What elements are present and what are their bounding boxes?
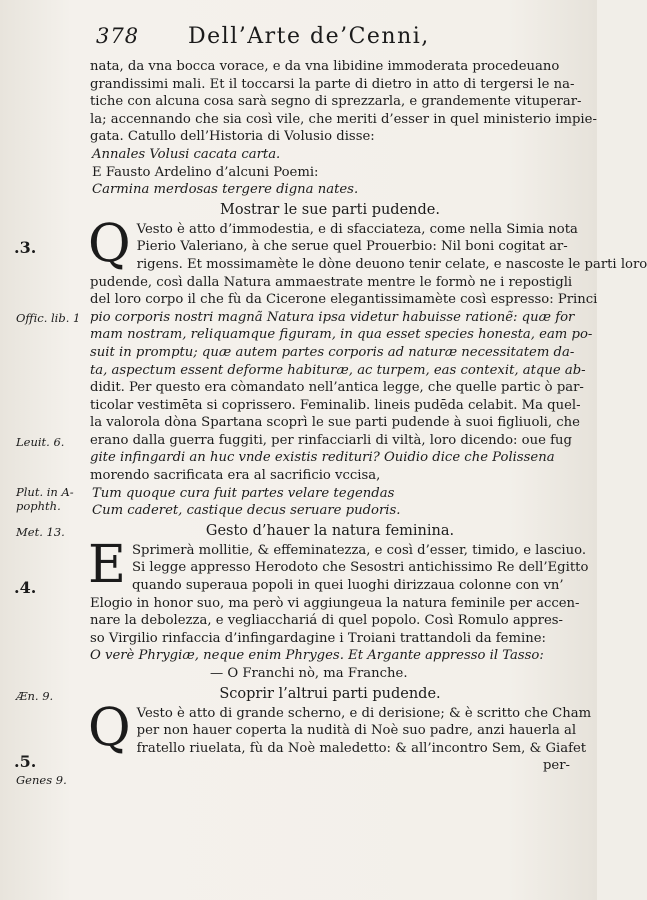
body-text	[88, 58, 647, 775]
margin-note-met: Met. 13.	[16, 525, 65, 539]
text-line: Sprimerà mollitie, & effeminatezza, e così d’esser, timido, e lasciuo.	[131, 542, 587, 558]
text-line: Elogio in honor suo, ma però vi aggiungeua la natura feminile per accen-	[90, 595, 580, 611]
section-title-5: Scoprir l’altrui parti pudende.	[219, 685, 441, 702]
text-line: ta, aspectum essent deforme habituræ, ac turpem, eas contexit, atque ab-	[90, 362, 586, 378]
text-line: O verè Phrygiæ, neque enim Phryges. Et Argante appresso il Tasso:	[90, 648, 544, 664]
margin-note-leuit: Leuit. 6.	[16, 435, 65, 449]
text-line: del loro corpo il che fù da Cicerone elegantissimamète così espresso: Princi	[90, 292, 598, 308]
dropcap: Q	[88, 697, 131, 758]
text-line: — O Franchi nò, ma Franche.	[210, 666, 408, 681]
running-title: Dell’Arte de’Cenni,	[188, 24, 430, 49]
section-title-4: Gesto d’hauer la natura feminina.	[205, 522, 455, 539]
text-line: nata, da vna bocca vorace, e da vna libidine immoderata procedeuano	[90, 59, 560, 74]
text-line: Pierio Valeriano, à che serue quel Prouerbio: Nil boni cogitat ar-	[136, 239, 568, 255]
text-line: per non hauer coperta la nudità di Noè suo padre, anzi hauerla al	[136, 723, 577, 739]
verse-block-1	[90, 146, 570, 199]
text-line: Si legge appresso Herodoto che Sesostri antichissimo Re dell’Egitto	[131, 560, 589, 576]
dropcap: E	[88, 534, 126, 595]
text-line: Vesto è atto di grande scherno, e di derisione; & è scritto che Cham	[136, 705, 592, 721]
text-line: nare la debolezza, e vegliacchariá di quel popolo. Così Romulo appres-	[90, 613, 563, 629]
section-3-paragraph	[88, 213, 647, 485]
catchword: per-	[542, 758, 570, 774]
text-line: pio corporis nostri magnã Natura ipsa videtur habuisse rationẽ: quæ for	[90, 309, 575, 325]
page-number: 378	[96, 24, 140, 48]
text-line: morendo sacrificata era al sacrificio vccisa,	[90, 468, 381, 484]
margin-note-genes: Genes 9.	[16, 773, 67, 787]
text-line: quando superaua popoli in quei luoghi dirizzaua colonne con vn’	[131, 578, 564, 594]
verse-line: Annales Volusi cacata carta.	[92, 146, 281, 162]
text-line: Vesto è atto d’immodestia, e di sfacciateza, come nella Simia nota	[136, 221, 578, 237]
verse-line: Cum caderet, castique decus seruare pudoris.	[92, 503, 401, 519]
verse-line: Tum quoque cura fuit partes velare tegendas	[92, 485, 395, 501]
text-line: mam nostram, reliquamque figuram, in qua esset species honesta, eam po-	[90, 327, 593, 343]
page-header	[96, 24, 573, 54]
section-title-3: Mostrar le sue parti pudende.	[220, 201, 440, 218]
text-line: la valorola dòna Spartana scoprì le sue parti pudende à suoi figliuoli, che	[90, 415, 580, 431]
margin-note-plut-2: pophth.	[16, 499, 61, 513]
text-line: ticolar vestimēta si coprissero. Feminalib. lineis pudēda celabit. Ma quel-	[90, 397, 581, 413]
text-line: gata. Catullo dell’Historia di Volusio disse:	[90, 129, 375, 145]
text-line: pudende, così dalla Natura ammaestrate mentre le formò ne i repostigli	[90, 274, 573, 290]
text-line: tiche con alcuna cosa sarà segno di sprezzarla, e grandemente vituperar-	[90, 94, 582, 110]
text-line: rigens. Et mossimamète le dòne deuono tenir celate, e nascoste le parti loro	[136, 256, 647, 272]
text-line: didit. Per questo era còmandato nell’antica legge, che quelle partic ò par-	[90, 380, 584, 396]
text-line: so Virgilio rinfaccia d’infingardagine i Troiani trattandoli da femine:	[90, 630, 546, 646]
section-number-3: .3.	[14, 238, 37, 257]
section-4-paragraph	[88, 534, 589, 683]
section-5-paragraph	[88, 697, 592, 775]
verse-line: E Fausto Ardelino d’alcuni Poemi:	[92, 164, 319, 180]
dropcap: Q	[88, 213, 131, 274]
verse-line: Carmina merdosas tergere digna nates.	[92, 182, 359, 198]
margin-note-plut-1: Plut. in A-	[16, 485, 74, 499]
text-line: suit in promptu; quæ autem partes corporis ad naturæ necessitatem da-	[90, 344, 575, 360]
intro-paragraph	[90, 58, 597, 146]
text-line: gite infingardi an huc vnde existis redituri? Ouidio dice che Polissena	[90, 450, 555, 466]
verse-block-2	[90, 485, 570, 520]
text-line: erano dalla guerra fuggiti, per rinfacciarli di viltà, loro dicendo: oue fug	[90, 432, 572, 448]
margin-note-offic: Offic. lib. 1	[16, 311, 81, 325]
margin-note-aen: Æn. 9.	[16, 689, 54, 703]
section-number-5: .5.	[14, 752, 37, 771]
section-number-4: .4.	[14, 578, 37, 597]
text-line: grandissimi mali. Et il toccarsi la parte di dietro in atto di tergersi le na-	[90, 76, 575, 92]
text-line: la; accennando che sia così vile, che meriti d’esser in quel ministerio impie-	[90, 111, 597, 127]
text-line: fratello riuelata, fù da Noè maledetto: & all’incontro Sem, & Giafet	[136, 740, 587, 756]
